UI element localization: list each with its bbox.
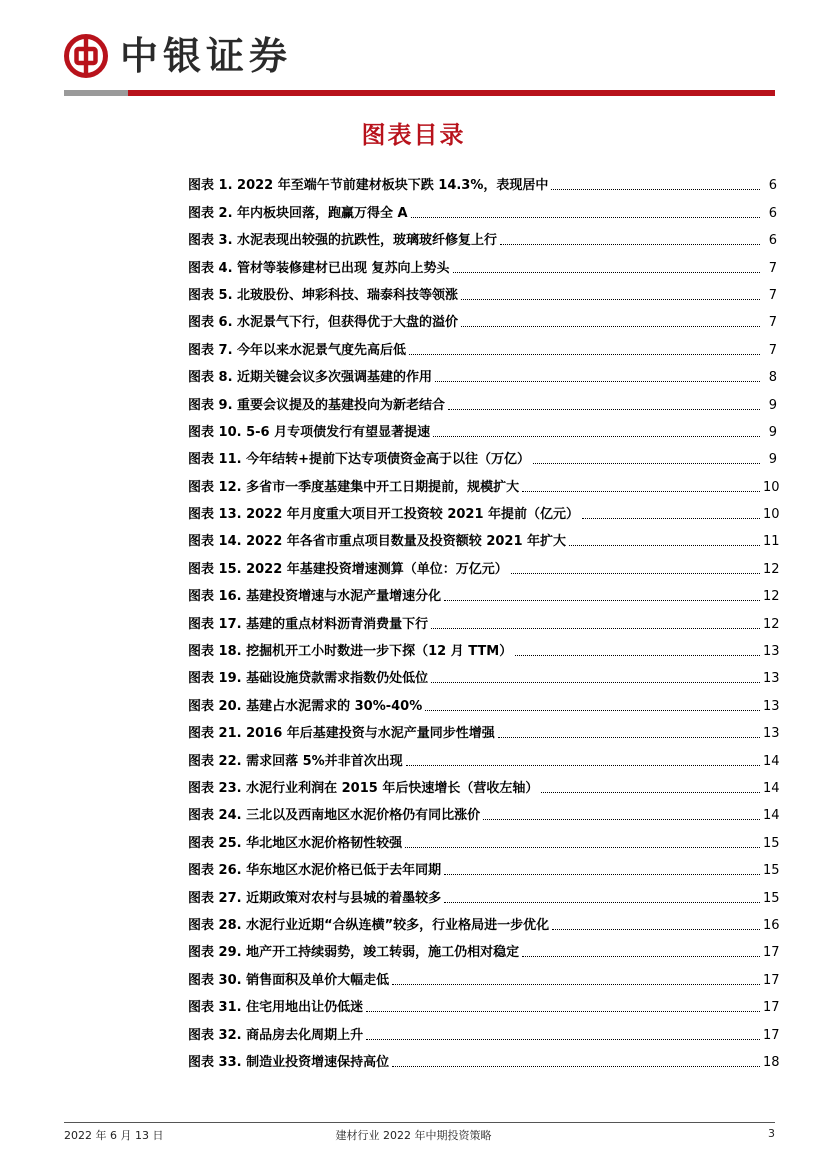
toc-leader-dots bbox=[522, 491, 760, 492]
toc-entry-page: 7 bbox=[768, 260, 777, 276]
logo-text: 中银证券 bbox=[120, 33, 293, 78]
toc-leader-dots bbox=[444, 902, 760, 903]
toc-leader-dots bbox=[461, 326, 760, 327]
toc-entry-page: 12 bbox=[763, 589, 780, 605]
toc-leader-dots bbox=[552, 929, 760, 930]
toc-leader-dots bbox=[483, 819, 760, 820]
page-title: 图表目录 bbox=[361, 120, 466, 149]
toc-entry-label: 图表 17. 基建的重点材料沥青消费量下行 bbox=[188, 616, 429, 632]
toc-entry-label: 图表 23. 水泥行业利润在 2015 年后快速增长（营收左轴） bbox=[188, 780, 539, 796]
toc-entry-page: 18 bbox=[763, 1054, 780, 1070]
toc-entry[interactable] bbox=[188, 166, 777, 193]
toc-entry-page: 6 bbox=[768, 178, 777, 194]
toc-leader-dots bbox=[431, 682, 760, 683]
toc-leader-dots bbox=[425, 710, 760, 711]
toc-entry-page: 13 bbox=[763, 726, 780, 742]
toc-entry[interactable] bbox=[188, 878, 780, 906]
toc-entry-page: 13 bbox=[763, 698, 780, 714]
toc-entry-page: 7 bbox=[768, 287, 777, 303]
toc-leader-dots bbox=[569, 545, 760, 546]
toc-entry-label: 图表 30. 销售面积及单价大幅走低 bbox=[188, 972, 390, 988]
toc-leader-dots bbox=[541, 792, 760, 793]
toc-entry-page: 12 bbox=[763, 616, 780, 632]
toc-entry[interactable] bbox=[188, 221, 777, 248]
toc-entry-page: 9 bbox=[768, 397, 777, 413]
toc-entry-label: 图表 6. 水泥景气下行，但获得优于大盘的溢价 bbox=[188, 315, 459, 331]
toc-leader-dots bbox=[500, 244, 760, 245]
toc-entry-label: 图表 8. 近期关键会议多次强调基建的作用 bbox=[188, 370, 433, 386]
toc-entry-label: 图表 22. 需求回落 5%并非首次出现 bbox=[188, 753, 403, 769]
toc-entry-label: 图表 14. 2022 年各省市重点项目数量及投资额较 2021 年扩大 bbox=[188, 534, 567, 550]
toc-entry-page: 14 bbox=[763, 753, 780, 769]
toc-entry-page: 17 bbox=[763, 1000, 780, 1016]
toc-leader-dots bbox=[444, 600, 760, 601]
toc-entry[interactable] bbox=[188, 522, 780, 550]
toc-entry-label: 图表 3. 水泥表现出较强的抗跌性，玻璃玻纤修复上行 bbox=[188, 233, 498, 249]
bank-of-china-logo-icon bbox=[64, 34, 108, 78]
toc-entry[interactable] bbox=[188, 769, 780, 796]
toc-leader-dots bbox=[435, 381, 760, 382]
toc-entry-page: 16 bbox=[763, 917, 780, 933]
toc-entry-label: 图表 29. 地产开工持续弱势，竣工转弱，施工仍相对稳定 bbox=[188, 945, 520, 961]
toc-entry-label: 图表 28. 水泥行业近期“合纵连横”较多，行业格局进一步优化 bbox=[188, 917, 550, 933]
toc-leader-dots bbox=[392, 1066, 760, 1067]
toc-entry[interactable] bbox=[188, 741, 780, 769]
toc-entry-page: 15 bbox=[763, 890, 780, 906]
toc-entry-label: 图表 18. 挖掘机开工小时数进一步下探（12 月 TTM） bbox=[188, 644, 513, 660]
toc-leader-dots bbox=[511, 573, 760, 574]
header-rule-red bbox=[128, 90, 775, 96]
toc-leader-dots bbox=[411, 217, 760, 218]
toc-leader-dots bbox=[366, 1039, 760, 1040]
brand-logo bbox=[64, 34, 292, 78]
toc-leader-dots bbox=[498, 737, 760, 738]
toc-entry[interactable] bbox=[188, 385, 777, 412]
toc-entry-label: 图表 4. 管材等装修建材已出现 复苏向上势头 bbox=[188, 260, 450, 276]
toc-entry[interactable] bbox=[188, 330, 777, 357]
toc-entry[interactable] bbox=[188, 796, 780, 824]
toc-entry[interactable] bbox=[188, 604, 780, 632]
toc-leader-dots bbox=[461, 299, 760, 300]
toc-leader-dots bbox=[405, 847, 760, 848]
toc-entry-label: 图表 15. 2022 年基建投资增速测算（单位：万亿元） bbox=[188, 561, 508, 577]
toc-entry[interactable] bbox=[188, 714, 780, 742]
toc-entry-label: 图表 24. 三北以及西南地区水泥价格仍有同比涨价 bbox=[188, 808, 481, 824]
toc-entry[interactable] bbox=[188, 988, 780, 1016]
toc-entry[interactable] bbox=[188, 276, 777, 303]
toc-entry[interactable] bbox=[188, 851, 780, 879]
toc-entry[interactable] bbox=[188, 413, 777, 440]
toc-leader-dots bbox=[431, 628, 760, 629]
toc-leader-dots bbox=[366, 1011, 760, 1012]
toc-entry[interactable] bbox=[188, 358, 777, 385]
toc-entry-page: 17 bbox=[763, 945, 780, 961]
toc-entry-page: 7 bbox=[768, 342, 777, 358]
toc-entry-label: 图表 33. 制造业投资增速保持高位 bbox=[188, 1054, 390, 1070]
toc-entry-label: 图表 11. 今年结转+提前下达专项债资金高于以往（万亿） bbox=[188, 452, 530, 468]
toc-entry-label: 图表 31. 住宅用地出让仍低迷 bbox=[188, 1000, 364, 1016]
toc-leader-dots bbox=[444, 874, 760, 875]
toc-entry-page: 6 bbox=[768, 233, 777, 249]
toc-leader-dots bbox=[406, 765, 760, 766]
toc-entry-label: 图表 7. 今年以来水泥景气度先高后低 bbox=[188, 342, 407, 358]
toc-entry-label: 图表 10. 5-6 月专项债发行有望显著提速 bbox=[188, 424, 431, 440]
toc-entry-page: 8 bbox=[768, 370, 777, 386]
toc-entry[interactable] bbox=[188, 933, 780, 961]
toc-leader-dots bbox=[551, 189, 760, 190]
toc-entry[interactable] bbox=[188, 440, 777, 467]
toc-leader-dots bbox=[522, 956, 760, 957]
footer-page-number: 3 bbox=[768, 1127, 775, 1140]
toc-entry-label: 图表 13. 2022 年月度重大项目开工投资较 2021 年提前（亿元） bbox=[188, 507, 580, 523]
toc-entry-page: 11 bbox=[763, 534, 780, 550]
toc-entry-page: 9 bbox=[768, 452, 777, 468]
toc-leader-dots bbox=[409, 354, 760, 355]
toc-entry-label: 图表 19. 基础设施贷款需求指数仍处低位 bbox=[188, 671, 429, 687]
toc-entry-page: 15 bbox=[763, 863, 780, 879]
toc-entry-page: 13 bbox=[763, 644, 780, 660]
toc-leader-dots bbox=[433, 436, 760, 437]
toc-entry-page: 6 bbox=[768, 205, 777, 221]
toc-entry-label: 图表 20. 基建占水泥需求的 30%-40% bbox=[188, 698, 423, 714]
toc-entry-page: 13 bbox=[763, 671, 780, 687]
toc-entry[interactable] bbox=[188, 193, 777, 220]
toc-leader-dots bbox=[453, 272, 760, 273]
toc-entry-page: 14 bbox=[763, 780, 780, 796]
toc-entry-page: 17 bbox=[763, 1027, 780, 1043]
toc-entry-page: 14 bbox=[763, 808, 780, 824]
toc-entry-label: 图表 2. 年内板块回落，跑赢万得全 A bbox=[188, 205, 408, 221]
toc-leader-dots bbox=[515, 655, 760, 656]
toc-entry[interactable] bbox=[188, 495, 780, 523]
toc-entry[interactable] bbox=[188, 303, 777, 330]
toc-entry-label: 图表 1. 2022 年至端午节前建材板块下跌 14.3%，表现居中 bbox=[188, 178, 549, 194]
footer-rule bbox=[64, 1122, 775, 1123]
toc-entry[interactable] bbox=[188, 823, 780, 851]
toc-entry-label: 图表 21. 2016 年后基建投资与水泥产量同步性增强 bbox=[188, 726, 495, 742]
footer-date: 2022 年 6 月 13 日 bbox=[64, 1129, 164, 1142]
toc-entry-page: 10 bbox=[763, 507, 780, 523]
toc-entry-label: 图表 9. 重要会议提及的基建投向为新老结合 bbox=[188, 397, 446, 413]
toc-entry[interactable] bbox=[188, 906, 780, 933]
toc-entry-page: 7 bbox=[768, 315, 777, 331]
toc-leader-dots bbox=[533, 463, 760, 464]
toc-entry-label: 图表 12. 多省市一季度基建集中开工日期提前，规模扩大 bbox=[188, 479, 520, 495]
toc-entry-label: 图表 25. 华北地区水泥价格韧性较强 bbox=[188, 835, 403, 851]
toc-entry[interactable] bbox=[188, 467, 780, 495]
toc-entry-page: 9 bbox=[768, 424, 777, 440]
toc-entry[interactable] bbox=[188, 1043, 780, 1070]
toc-entry-page: 15 bbox=[763, 835, 780, 851]
toc-entry[interactable] bbox=[188, 577, 780, 605]
toc-entry[interactable] bbox=[188, 632, 780, 660]
toc-entry[interactable] bbox=[188, 960, 780, 988]
toc-leader-dots bbox=[448, 409, 760, 410]
toc-entry[interactable] bbox=[188, 1015, 780, 1043]
toc-leader-dots bbox=[392, 984, 760, 985]
toc-entry[interactable] bbox=[188, 659, 780, 687]
toc-entry-label: 图表 27. 近期政策对农村与县城的着墨较多 bbox=[188, 890, 442, 906]
toc-entry-label: 图表 32. 商品房去化周期上升 bbox=[188, 1027, 364, 1043]
header-rule-gray bbox=[64, 90, 128, 96]
toc-entry[interactable] bbox=[188, 549, 780, 577]
toc-entry-page: 12 bbox=[763, 561, 780, 577]
toc-entry[interactable] bbox=[188, 686, 780, 714]
footer-report-title: 建材行业 2022 年中期投资策略 bbox=[335, 1129, 492, 1142]
toc-entry-page: 17 bbox=[763, 972, 780, 988]
toc-entry-label: 图表 16. 基建投资增速与水泥产量增速分化 bbox=[188, 589, 442, 605]
toc-entry-label: 图表 5. 北玻股份、坤彩科技、瑞泰科技等领涨 bbox=[188, 287, 459, 303]
table-of-figures bbox=[188, 166, 780, 1070]
toc-entry-page: 10 bbox=[763, 479, 780, 495]
toc-leader-dots bbox=[582, 518, 760, 519]
toc-entry[interactable] bbox=[188, 248, 777, 275]
toc-entry-label: 图表 26. 华东地区水泥价格已低于去年同期 bbox=[188, 863, 442, 879]
